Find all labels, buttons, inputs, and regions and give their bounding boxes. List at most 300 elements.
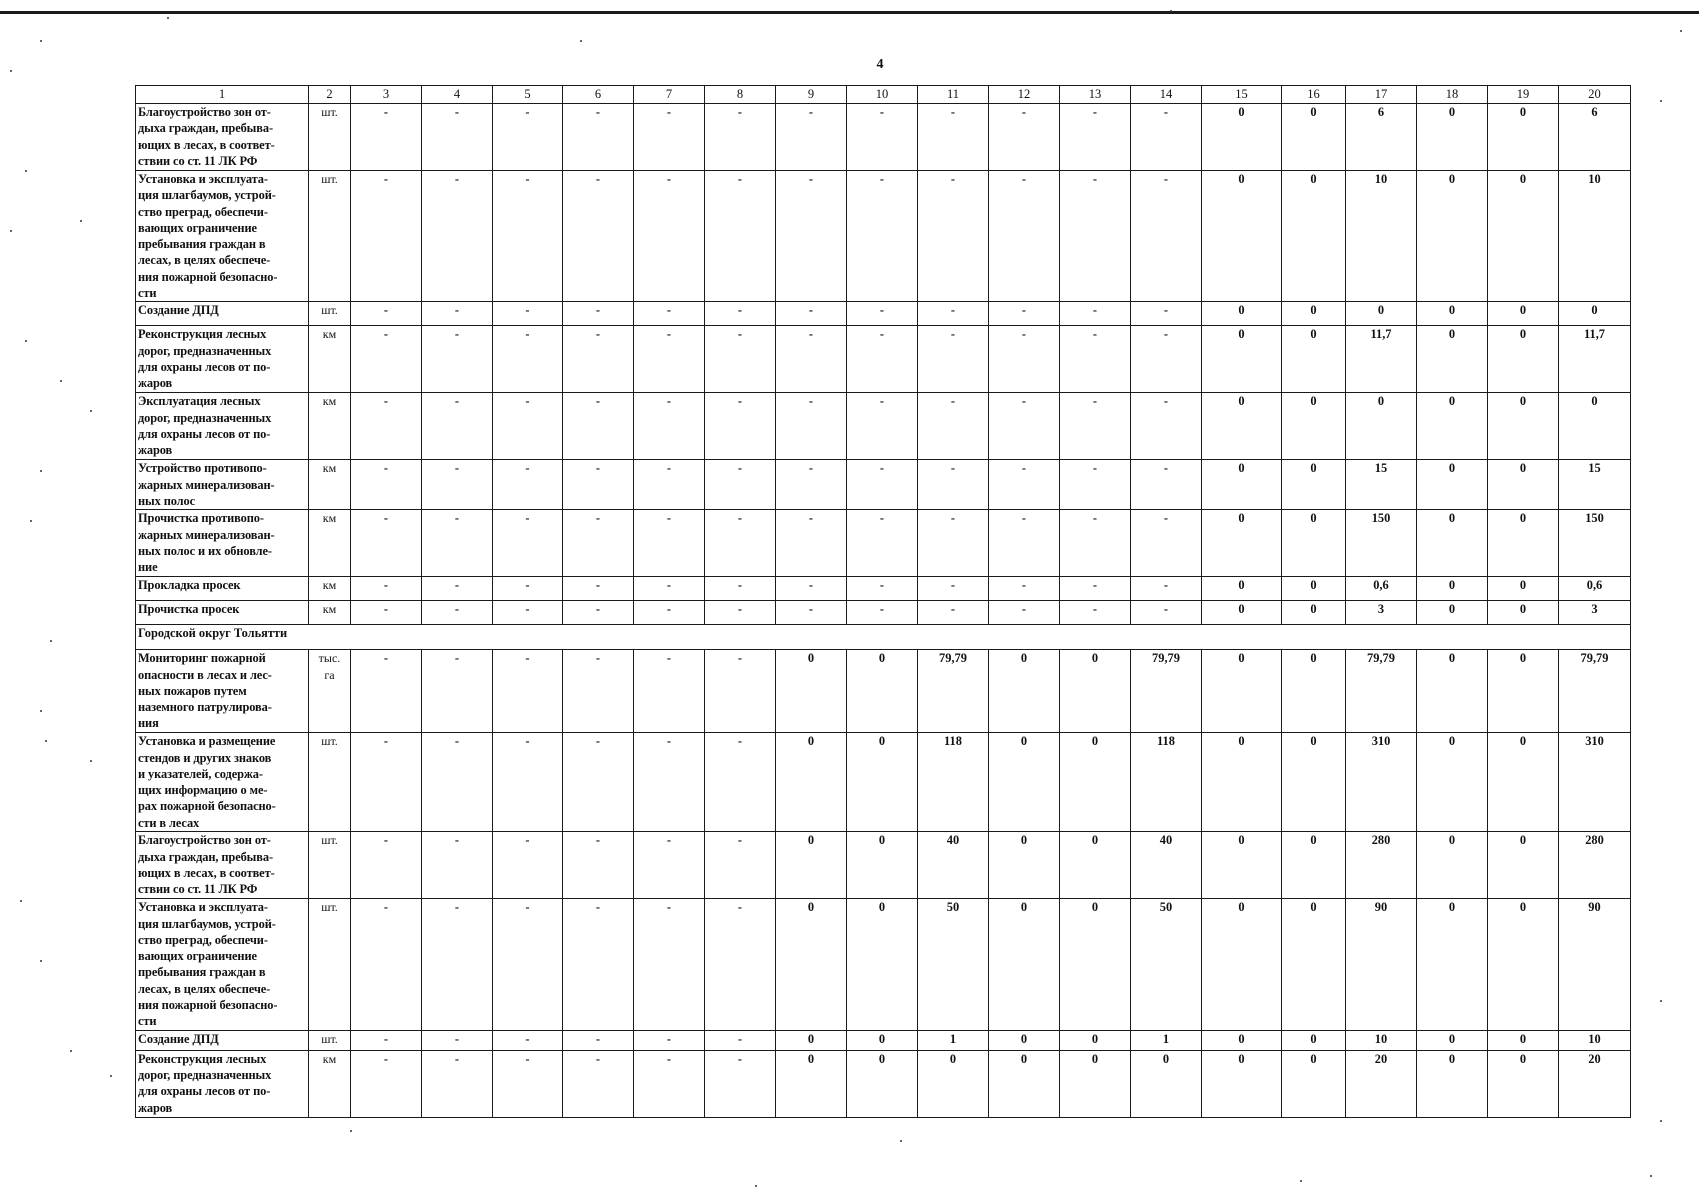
value-cell-col-8: - [705, 899, 776, 1030]
value-cell-col-4: - [422, 393, 493, 460]
value-cell-col-8: - [705, 302, 776, 326]
column-number-15: 15 [1202, 86, 1282, 104]
value-cell-col-9: - [776, 460, 847, 510]
value-cell-col-8: - [705, 1030, 776, 1050]
value-cell-col-7: - [634, 510, 705, 577]
value-cell-col-11: - [918, 577, 989, 601]
unit-cell: км [309, 601, 351, 625]
scan-speck [10, 230, 12, 232]
scan-speck [1300, 1180, 1302, 1182]
table-row [136, 1050, 1631, 1117]
value-cell-col-19: 0 [1488, 393, 1559, 460]
value-cell-col-14: 1 [1131, 1030, 1202, 1050]
value-cell-col-14: 50 [1131, 899, 1202, 1030]
value-cell-col-13: - [1060, 510, 1131, 577]
value-cell-col-10: 0 [847, 733, 918, 832]
value-cell-col-19: 0 [1488, 171, 1559, 302]
value-cell-col-17: 0 [1346, 302, 1417, 326]
measure-name-cell: Прокладка просек [136, 577, 309, 601]
table-row [136, 899, 1631, 1030]
value-cell-col-3: - [351, 510, 422, 577]
value-cell-col-15: 0 [1202, 302, 1282, 326]
value-cell-col-5: - [493, 393, 563, 460]
value-cell-col-8: - [705, 577, 776, 601]
value-cell-col-6: - [563, 577, 634, 601]
value-cell-col-13: 0 [1060, 832, 1131, 899]
scan-speck [70, 1050, 72, 1052]
table-row [136, 601, 1631, 625]
value-cell-col-4: - [422, 601, 493, 625]
value-cell-col-14: 79,79 [1131, 650, 1202, 733]
value-cell-col-5: - [493, 171, 563, 302]
measure-name-cell: Благоустройство зон от- дыха граждан, пребыва- ющих в лесах, в соответ- ствии со ст. 11 ЛК РФ [136, 104, 309, 171]
value-cell-col-20: 90 [1559, 899, 1631, 1030]
value-cell-col-14: - [1131, 601, 1202, 625]
value-cell-col-6: - [563, 326, 634, 393]
value-cell-col-3: - [351, 832, 422, 899]
measure-name-cell: Реконструкция лесных дорог, предназначенных для охраны лесов от по- жаров [136, 326, 309, 393]
value-cell-col-17: 10 [1346, 1030, 1417, 1050]
value-cell-col-18: 0 [1417, 326, 1488, 393]
value-cell-col-19: 0 [1488, 899, 1559, 1030]
column-number-5: 5 [493, 86, 563, 104]
scan-speck [60, 380, 62, 382]
value-cell-col-6: - [563, 460, 634, 510]
value-cell-col-18: 0 [1417, 577, 1488, 601]
table-row [136, 326, 1631, 393]
value-cell-col-11: 1 [918, 1030, 989, 1050]
value-cell-col-13: - [1060, 393, 1131, 460]
value-cell-col-3: - [351, 326, 422, 393]
value-cell-col-5: - [493, 832, 563, 899]
scan-speck [1170, 10, 1172, 12]
value-cell-col-11: - [918, 510, 989, 577]
value-cell-col-3: - [351, 733, 422, 832]
value-cell-col-13: 0 [1060, 1050, 1131, 1117]
value-cell-col-16: 0 [1282, 601, 1346, 625]
scan-speck [755, 1185, 757, 1187]
forest-fire-measures-table [135, 85, 1631, 1118]
scan-speck [1660, 1000, 1662, 1002]
value-cell-col-8: - [705, 104, 776, 171]
column-number-2: 2 [309, 86, 351, 104]
column-number-10: 10 [847, 86, 918, 104]
value-cell-col-11: 40 [918, 832, 989, 899]
measure-name-cell: Устройство противопо- жарных минерализован- ных полос [136, 460, 309, 510]
value-cell-col-4: - [422, 832, 493, 899]
value-cell-col-5: - [493, 577, 563, 601]
scan-speck [40, 960, 42, 962]
value-cell-col-12: - [989, 460, 1060, 510]
unit-cell: шт. [309, 899, 351, 1030]
value-cell-col-3: - [351, 1030, 422, 1050]
value-cell-col-3: - [351, 460, 422, 510]
value-cell-col-10: - [847, 302, 918, 326]
value-cell-col-6: - [563, 1050, 634, 1117]
measure-name-cell: Благоустройство зон от- дыха граждан, пребыва- ющих в лесах, в соответ- ствии со ст. 11 ЛК РФ [136, 832, 309, 899]
value-cell-col-18: 0 [1417, 460, 1488, 510]
column-number-17: 17 [1346, 86, 1417, 104]
value-cell-col-16: 0 [1282, 650, 1346, 733]
table-row [136, 577, 1631, 601]
value-cell-col-10: 0 [847, 1030, 918, 1050]
unit-cell: км [309, 510, 351, 577]
column-number-14: 14 [1131, 86, 1202, 104]
scan-speck [25, 340, 27, 342]
value-cell-col-4: - [422, 577, 493, 601]
value-cell-col-5: - [493, 1030, 563, 1050]
value-cell-col-8: - [705, 393, 776, 460]
value-cell-col-7: - [634, 733, 705, 832]
value-cell-col-13: 0 [1060, 650, 1131, 733]
value-cell-col-10: - [847, 601, 918, 625]
value-cell-col-15: 0 [1202, 104, 1282, 171]
value-cell-col-14: 118 [1131, 733, 1202, 832]
value-cell-col-7: - [634, 460, 705, 510]
value-cell-col-13: - [1060, 104, 1131, 171]
value-cell-col-12: - [989, 393, 1060, 460]
value-cell-col-17: 280 [1346, 832, 1417, 899]
scan-speck [40, 710, 42, 712]
value-cell-col-11: - [918, 326, 989, 393]
value-cell-col-18: 0 [1417, 650, 1488, 733]
value-cell-col-14: - [1131, 171, 1202, 302]
value-cell-col-10: - [847, 104, 918, 171]
value-cell-col-11: 118 [918, 733, 989, 832]
value-cell-col-6: - [563, 302, 634, 326]
value-cell-col-15: 0 [1202, 510, 1282, 577]
value-cell-col-17: 150 [1346, 510, 1417, 577]
scan-speck [40, 470, 42, 472]
value-cell-col-17: 0 [1346, 393, 1417, 460]
column-number-12: 12 [989, 86, 1060, 104]
value-cell-col-20: 10 [1559, 171, 1631, 302]
value-cell-col-9: 0 [776, 650, 847, 733]
column-number-6: 6 [563, 86, 634, 104]
column-number-16: 16 [1282, 86, 1346, 104]
value-cell-col-13: 0 [1060, 733, 1131, 832]
section-header-row [136, 625, 1631, 650]
value-cell-col-5: - [493, 899, 563, 1030]
value-cell-col-17: 79,79 [1346, 650, 1417, 733]
column-number-11: 11 [918, 86, 989, 104]
column-number-13: 13 [1060, 86, 1131, 104]
measure-name-cell: Установка и эксплуата- ция шлагбаумов, устрой- ство преград, обеспечи- вающих ограничение пребывания граждан в лесах, в целях обеспече- ния пожарной безопасно- сти [136, 171, 309, 302]
value-cell-col-12: 0 [989, 650, 1060, 733]
unit-cell: км [309, 460, 351, 510]
value-cell-col-7: - [634, 104, 705, 171]
value-cell-col-12: 0 [989, 733, 1060, 832]
value-cell-col-3: - [351, 1050, 422, 1117]
scan-speck [90, 760, 92, 762]
value-cell-col-12: - [989, 326, 1060, 393]
value-cell-col-6: - [563, 832, 634, 899]
unit-cell: км [309, 577, 351, 601]
table-row [136, 104, 1631, 171]
table-row [136, 171, 1631, 302]
value-cell-col-15: 0 [1202, 1030, 1282, 1050]
value-cell-col-12: 0 [989, 899, 1060, 1030]
value-cell-col-4: - [422, 171, 493, 302]
table-row [136, 460, 1631, 510]
value-cell-col-9: - [776, 393, 847, 460]
unit-cell: км [309, 326, 351, 393]
measure-name-cell: Создание ДПД [136, 302, 309, 326]
value-cell-col-17: 11,7 [1346, 326, 1417, 393]
value-cell-col-11: - [918, 460, 989, 510]
value-cell-col-3: - [351, 601, 422, 625]
value-cell-col-6: - [563, 601, 634, 625]
value-cell-col-5: - [493, 104, 563, 171]
table-row [136, 832, 1631, 899]
value-cell-col-16: 0 [1282, 1050, 1346, 1117]
column-number-1: 1 [136, 86, 309, 104]
column-number-18: 18 [1417, 86, 1488, 104]
value-cell-col-17: 20 [1346, 1050, 1417, 1117]
measure-name-cell: Реконструкция лесных дорог, предназначенных для охраны лесов от по- жаров [136, 1050, 309, 1117]
value-cell-col-16: 0 [1282, 1030, 1346, 1050]
value-cell-col-6: - [563, 393, 634, 460]
value-cell-col-8: - [705, 601, 776, 625]
value-cell-col-19: 0 [1488, 326, 1559, 393]
table-row [136, 650, 1631, 733]
value-cell-col-6: - [563, 510, 634, 577]
table-row [136, 302, 1631, 326]
value-cell-col-17: 90 [1346, 899, 1417, 1030]
value-cell-col-15: 0 [1202, 733, 1282, 832]
scan-speck [10, 70, 12, 72]
value-cell-col-19: 0 [1488, 601, 1559, 625]
value-cell-col-20: 310 [1559, 733, 1631, 832]
value-cell-col-4: - [422, 104, 493, 171]
value-cell-col-19: 0 [1488, 1050, 1559, 1117]
value-cell-col-8: - [705, 1050, 776, 1117]
value-cell-col-18: 0 [1417, 104, 1488, 171]
value-cell-col-15: 0 [1202, 899, 1282, 1030]
measure-name-cell: Создание ДПД [136, 1030, 309, 1050]
value-cell-col-7: - [634, 899, 705, 1030]
table-row [136, 393, 1631, 460]
value-cell-col-19: 0 [1488, 1030, 1559, 1050]
unit-cell: шт. [309, 733, 351, 832]
value-cell-col-15: 0 [1202, 601, 1282, 625]
value-cell-col-20: 3 [1559, 601, 1631, 625]
value-cell-col-15: 0 [1202, 326, 1282, 393]
scan-speck [350, 1130, 352, 1132]
value-cell-col-20: 0,6 [1559, 577, 1631, 601]
value-cell-col-14: - [1131, 460, 1202, 510]
value-cell-col-20: 6 [1559, 104, 1631, 171]
value-cell-col-13: - [1060, 577, 1131, 601]
value-cell-col-10: 0 [847, 1050, 918, 1117]
value-cell-col-13: 0 [1060, 899, 1131, 1030]
value-cell-col-20: 11,7 [1559, 326, 1631, 393]
scan-speck [45, 740, 47, 742]
value-cell-col-16: 0 [1282, 393, 1346, 460]
column-number-8: 8 [705, 86, 776, 104]
value-cell-col-18: 0 [1417, 302, 1488, 326]
scan-speck [25, 170, 27, 172]
column-number-header-row [136, 86, 1631, 104]
value-cell-col-15: 0 [1202, 171, 1282, 302]
column-number-19: 19 [1488, 86, 1559, 104]
value-cell-col-15: 0 [1202, 460, 1282, 510]
column-number-20: 20 [1559, 86, 1631, 104]
value-cell-col-12: 0 [989, 1030, 1060, 1050]
value-cell-col-20: 20 [1559, 1050, 1631, 1117]
value-cell-col-19: 0 [1488, 832, 1559, 899]
value-cell-col-6: - [563, 733, 634, 832]
value-cell-col-9: 0 [776, 899, 847, 1030]
measure-name-cell: Прочистка просек [136, 601, 309, 625]
value-cell-col-16: 0 [1282, 460, 1346, 510]
scan-speck [167, 17, 169, 19]
value-cell-col-13: 0 [1060, 1030, 1131, 1050]
unit-cell: шт. [309, 302, 351, 326]
scan-speck [80, 220, 82, 222]
value-cell-col-19: 0 [1488, 577, 1559, 601]
table-row [136, 733, 1631, 832]
value-cell-col-4: - [422, 1030, 493, 1050]
value-cell-col-11: - [918, 104, 989, 171]
value-cell-col-12: - [989, 104, 1060, 171]
value-cell-col-12: 0 [989, 832, 1060, 899]
value-cell-col-9: 0 [776, 733, 847, 832]
value-cell-col-7: - [634, 1030, 705, 1050]
value-cell-col-6: - [563, 1030, 634, 1050]
value-cell-col-10: - [847, 326, 918, 393]
value-cell-col-7: - [634, 393, 705, 460]
value-cell-col-5: - [493, 733, 563, 832]
value-cell-col-19: 0 [1488, 104, 1559, 171]
value-cell-col-4: - [422, 1050, 493, 1117]
top-border-line [0, 11, 1699, 14]
value-cell-col-8: - [705, 832, 776, 899]
value-cell-col-15: 0 [1202, 832, 1282, 899]
table-row [136, 510, 1631, 577]
value-cell-col-14: - [1131, 104, 1202, 171]
value-cell-col-14: - [1131, 393, 1202, 460]
value-cell-col-18: 0 [1417, 601, 1488, 625]
scan-speck [110, 1075, 112, 1077]
value-cell-col-12: - [989, 510, 1060, 577]
value-cell-col-17: 3 [1346, 601, 1417, 625]
unit-cell: тыс. га [309, 650, 351, 733]
value-cell-col-16: 0 [1282, 733, 1346, 832]
value-cell-col-17: 0,6 [1346, 577, 1417, 601]
scan-speck [580, 40, 582, 42]
measure-name-cell: Установка и эксплуата- ция шлагбаумов, устрой- ство преград, обеспечи- вающих ограничение пребывания граждан в лесах, в целях обеспече- ния пожарной безопасно- сти [136, 899, 309, 1030]
value-cell-col-12: - [989, 171, 1060, 302]
value-cell-col-7: - [634, 650, 705, 733]
value-cell-col-5: - [493, 1050, 563, 1117]
value-cell-col-11: - [918, 171, 989, 302]
value-cell-col-4: - [422, 733, 493, 832]
value-cell-col-16: 0 [1282, 326, 1346, 393]
column-number-4: 4 [422, 86, 493, 104]
value-cell-col-20: 79,79 [1559, 650, 1631, 733]
value-cell-col-19: 0 [1488, 510, 1559, 577]
value-cell-col-7: - [634, 326, 705, 393]
value-cell-col-10: - [847, 171, 918, 302]
value-cell-col-15: 0 [1202, 577, 1282, 601]
value-cell-col-5: - [493, 302, 563, 326]
scan-speck [1680, 30, 1682, 32]
value-cell-col-15: 0 [1202, 393, 1282, 460]
value-cell-col-14: - [1131, 326, 1202, 393]
value-cell-col-5: - [493, 601, 563, 625]
value-cell-col-18: 0 [1417, 1050, 1488, 1117]
value-cell-col-16: 0 [1282, 104, 1346, 171]
measure-name-cell: Эксплуатация лесных дорог, предназначенных для охраны лесов от по- жаров [136, 393, 309, 460]
value-cell-col-8: - [705, 326, 776, 393]
value-cell-col-9: - [776, 577, 847, 601]
value-cell-col-4: - [422, 650, 493, 733]
value-cell-col-13: - [1060, 326, 1131, 393]
unit-cell: шт. [309, 171, 351, 302]
value-cell-col-18: 0 [1417, 733, 1488, 832]
value-cell-col-12: 0 [989, 1050, 1060, 1117]
value-cell-col-10: - [847, 460, 918, 510]
value-cell-col-20: 15 [1559, 460, 1631, 510]
value-cell-col-11: - [918, 302, 989, 326]
scan-speck [50, 640, 52, 642]
value-cell-col-4: - [422, 510, 493, 577]
value-cell-col-20: 0 [1559, 302, 1631, 326]
value-cell-col-11: 0 [918, 1050, 989, 1117]
value-cell-col-8: - [705, 650, 776, 733]
value-cell-col-16: 0 [1282, 577, 1346, 601]
value-cell-col-3: - [351, 899, 422, 1030]
value-cell-col-8: - [705, 171, 776, 302]
section-title: Городской округ Тольятти [136, 625, 1631, 650]
value-cell-col-3: - [351, 650, 422, 733]
scan-speck [1650, 1175, 1652, 1177]
value-cell-col-9: - [776, 510, 847, 577]
column-number-7: 7 [634, 86, 705, 104]
value-cell-col-17: 310 [1346, 733, 1417, 832]
value-cell-col-20: 280 [1559, 832, 1631, 899]
table-row [136, 1030, 1631, 1050]
value-cell-col-13: - [1060, 171, 1131, 302]
value-cell-col-3: - [351, 302, 422, 326]
value-cell-col-10: 0 [847, 899, 918, 1030]
value-cell-col-8: - [705, 460, 776, 510]
value-cell-col-13: - [1060, 601, 1131, 625]
value-cell-col-11: 50 [918, 899, 989, 1030]
value-cell-col-7: - [634, 832, 705, 899]
value-cell-col-11: - [918, 601, 989, 625]
value-cell-col-3: - [351, 577, 422, 601]
value-cell-col-19: 0 [1488, 302, 1559, 326]
value-cell-col-17: 10 [1346, 171, 1417, 302]
value-cell-col-8: - [705, 510, 776, 577]
unit-cell: шт. [309, 104, 351, 171]
scan-speck [30, 520, 32, 522]
column-number-9: 9 [776, 86, 847, 104]
value-cell-col-20: 150 [1559, 510, 1631, 577]
value-cell-col-9: - [776, 326, 847, 393]
scan-speck [1660, 100, 1662, 102]
value-cell-col-16: 0 [1282, 302, 1346, 326]
value-cell-col-10: 0 [847, 650, 918, 733]
value-cell-col-9: - [776, 302, 847, 326]
value-cell-col-18: 0 [1417, 1030, 1488, 1050]
value-cell-col-7: - [634, 577, 705, 601]
unit-cell: км [309, 1050, 351, 1117]
value-cell-col-19: 0 [1488, 460, 1559, 510]
value-cell-col-10: 0 [847, 832, 918, 899]
